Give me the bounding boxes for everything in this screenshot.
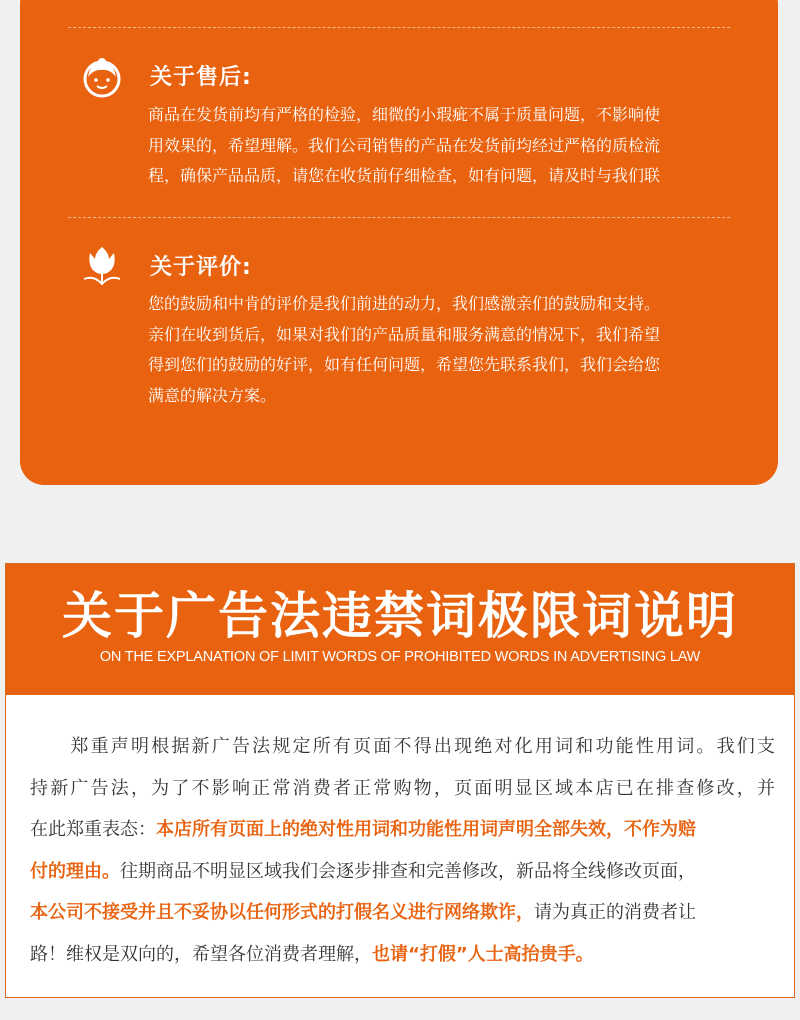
notice-highlight: 本公司不接受并且不妥协以任何形式的打假名义进行网络欺诈， [30, 902, 534, 924]
notice-text: 请为真正的消费者让 [534, 902, 696, 924]
notice-body [30, 726, 775, 976]
notice-line: 郑重声明根据新广告法规定所有页面不得出现绝对化用词和功能性用词。我们支 [30, 736, 775, 757]
notice-text: 往期商品不明显区域我们会逐步排查和完善修改，新品将全线修改页面， [120, 860, 696, 882]
notice-highlight: 付的理由。 [30, 860, 120, 882]
notice-line [30, 851, 775, 893]
text-line: 满意的解决方案。 [148, 385, 277, 405]
text-line: 用效果的，希望理解。我们公司销售的产品在发货前均经过严格的质检流 [148, 135, 661, 155]
info-card [20, 0, 778, 485]
flower-icon [80, 243, 124, 287]
notice-line [30, 892, 775, 934]
text-line: 亲们在收到货后，如果对我们的产品质量和服务满意的情况下，我们希望 [148, 324, 661, 344]
text-line: 得到您们的鼓励的好评，如有任何问题，希望您先联系我们，我们会给您 [148, 355, 661, 374]
notice-text: 路！维权是双向的，希望各位消费者理解， [30, 943, 372, 965]
reviews-text [148, 289, 748, 411]
ad-law-notice [5, 563, 795, 998]
notice-subtitle: ON THE EXPLANATION OF LIMIT WORDS OF PROHIBITED WORDS IN ADVERTISING LAW [99, 649, 701, 665]
reviews-title: 关于评价: [150, 255, 252, 280]
notice-title: 关于广告法违禁词极限词说明 [62, 587, 738, 645]
divider [68, 27, 730, 28]
text-line: 您的鼓励和中肯的评价是我们前进的动力，我们感激亲们的鼓励和支持。 [148, 294, 661, 313]
notice-highlight: 也请“打假”人士高抬贵手。 [372, 943, 594, 965]
notice-text: 在此郑重表态： [30, 819, 156, 841]
notice-highlight: 本店所有页面上的绝对性用词和功能性用词声明全部失效，不作为赔 [156, 819, 696, 841]
after-sales-text [148, 100, 748, 192]
text-line: 程，确保产品品质，请您在收货前仔细检查，如有问题，请及时与我们联 [148, 166, 661, 185]
after-sales-title: 关于售后: [150, 65, 252, 90]
notice-banner [6, 564, 794, 695]
person-avatar-icon [80, 55, 124, 99]
notice-line [30, 934, 775, 976]
notice-line [30, 809, 775, 851]
notice-line: 持新广告法，为了不影响正常消费者正常购物，页面明显区域本店已在排查修改，并 [30, 777, 775, 799]
divider [68, 217, 730, 218]
text-line: 商品在发货前均有严格的检验，细微的小瑕疵不属于质量问题，不影响使 [148, 105, 661, 124]
